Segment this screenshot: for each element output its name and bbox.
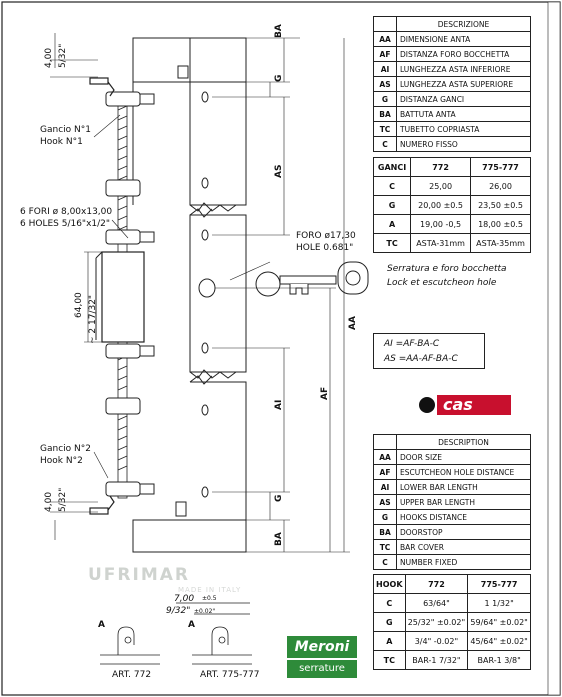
desc-it-code: TC — [374, 122, 397, 137]
dim-700: 7,00 — [174, 594, 195, 604]
dim-ba-bot: BA — [274, 532, 284, 546]
desc-en-code: TC — [374, 540, 397, 555]
desc-it-text: DIMENSIONE ANTA — [397, 32, 531, 47]
dim-700-tol: ±0.5 — [202, 595, 217, 602]
holes-label-it: 6 FORI ø 8,00x13,00 — [20, 207, 113, 217]
desc-it-code: G — [374, 92, 397, 107]
description-title-en: DESCRIPTION — [397, 435, 531, 450]
dim-64: 64,00 — [74, 292, 84, 318]
hook-cell: 45/64" ±0.02" — [468, 632, 531, 651]
desc-en-text: BAR COVER — [397, 540, 531, 555]
hook-header: 775-777 — [468, 575, 531, 594]
hook-header: 772 — [405, 575, 468, 594]
art-775-label: ART. 775-777 — [200, 670, 260, 680]
hook-cell: 3/4" -0.02" — [405, 632, 468, 651]
dim-ai: AI — [274, 399, 284, 410]
desc-it-code: C — [374, 137, 397, 152]
foro-label-en: HOLE 0.681" — [296, 243, 354, 253]
hook2-label-en: Hook N°2 — [40, 456, 83, 466]
desc-en-code: AI — [374, 480, 397, 495]
ganci-key: TC — [374, 234, 411, 253]
rail-holes — [199, 92, 215, 497]
dim-af: AF — [320, 386, 330, 400]
ganci-cell: 23,50 ±0.5 — [471, 196, 531, 215]
ganci-cell: 19,00 -0,5 — [411, 215, 471, 234]
ganci-cell: 26,00 — [471, 177, 531, 196]
desc-en-text: ESCUTCHEON HOLE DISTANCE — [397, 465, 531, 480]
desc-it-code: BA — [374, 107, 397, 122]
dim-932-tol: ±0.02" — [194, 608, 216, 615]
dim-64-inch: ~ 2 17/32" — [88, 294, 98, 344]
ganci-header: 772 — [411, 158, 471, 177]
hook-cell: 25/32" ±0.02" — [405, 613, 468, 632]
ganci-header: GANCI — [374, 158, 411, 177]
desc-it-text: DISTANZA FORO BOCCHETTA — [397, 47, 531, 62]
hook-key: A — [374, 632, 406, 651]
meroni-logo — [287, 636, 357, 682]
dim-bot-4: 4,00 — [44, 491, 54, 512]
dim-ba-top: BA — [274, 24, 284, 38]
dim-932: 9/32" — [166, 606, 191, 616]
desc-it-code: AA — [374, 32, 397, 47]
ganci-cell: ASTA-31mm — [411, 234, 471, 253]
dim-bot-532: 5/32" — [58, 487, 68, 512]
meroni-logo-name: Meroni — [287, 636, 357, 658]
watermark: UFRIMAR — [88, 565, 190, 585]
cas-logo — [417, 393, 513, 417]
desc-it-code: AI — [374, 62, 397, 77]
ganci-key: A — [374, 215, 411, 234]
desc-it-text: TUBETTO COPRIASTA — [397, 122, 531, 137]
desc-it-text: LUNGHEZZA ASTA INFERIORE — [397, 62, 531, 77]
hook2-label-it: Gancio N°2 — [40, 444, 91, 454]
hook1-label-it: Gancio N°1 — [40, 125, 91, 135]
dim-as: AS — [274, 164, 284, 178]
lock-body — [102, 252, 144, 342]
ganci-cell: ASTA-35mm — [471, 234, 531, 253]
desc-it-text: BATTUTA ANTA — [397, 107, 531, 122]
dim-a-775: A — [188, 620, 195, 630]
key — [256, 262, 368, 296]
holes-label-en: 6 HOLES 5/16"x1/2" — [20, 219, 111, 229]
desc-en-code: AA — [374, 450, 397, 465]
description-table-en — [373, 434, 531, 570]
dim-g-top: G — [274, 74, 284, 82]
desc-en-code: AF — [374, 465, 397, 480]
hook1-label-en: Hook N°1 — [40, 137, 83, 147]
hook-key: TC — [374, 651, 406, 670]
desc-en-text: UPPER BAR LENGTH — [397, 495, 531, 510]
meroni-logo-sub: serrature — [287, 660, 357, 678]
ganci-cell: 20,00 ±0.5 — [411, 196, 471, 215]
watermark-sub: MADE IN ITALY — [178, 586, 242, 594]
ganci-cell: 25,00 — [411, 177, 471, 196]
hook-key: G — [374, 613, 406, 632]
ganci-table — [373, 157, 531, 253]
hook-cell: 59/64" ±0.02" — [468, 613, 531, 632]
formula-ai: AI =AF-BA-C — [384, 339, 440, 349]
desc-en-text: NUMBER FIXED — [397, 555, 531, 570]
desc-it-code: AF — [374, 47, 397, 62]
ganci-cell: 18,00 ±0.5 — [471, 215, 531, 234]
dim-top-532: 5/32" — [58, 43, 68, 68]
hook-cell: 63/64" — [405, 594, 468, 613]
hook-header: HOOK — [374, 575, 406, 594]
desc-en-text: HOOKS DISTANCE — [397, 510, 531, 525]
hook-cell: 1 1/32" — [468, 594, 531, 613]
ganci-key: C — [374, 177, 411, 196]
foro-label-it: FORO ø17,30 — [296, 231, 356, 241]
hook-key: C — [374, 594, 406, 613]
hook-cell: BAR-1 3/8" — [468, 651, 531, 670]
lock-label-en: Lock et escutcheon hole — [387, 278, 497, 288]
desc-en-code: G — [374, 510, 397, 525]
ganci-key: G — [374, 196, 411, 215]
desc-en-text: DOOR SIZE — [397, 450, 531, 465]
desc-en-code: AS — [374, 495, 397, 510]
art-772-label: ART. 772 — [112, 670, 152, 680]
desc-it-text: DISTANZA GANCI — [397, 92, 531, 107]
ganci-header: 775-777 — [471, 158, 531, 177]
description-table-it — [373, 16, 531, 152]
formula-as: AS =AA-AF-BA-C — [384, 354, 458, 364]
formula-box — [373, 333, 485, 369]
dim-aa: AA — [348, 316, 358, 330]
description-title-it: DESCRIZIONE — [397, 17, 531, 32]
dim-g-bot: G — [274, 494, 284, 502]
cas-logo-text: cas — [443, 395, 473, 414]
dim-a-772: A — [98, 620, 105, 630]
desc-en-code: C — [374, 555, 397, 570]
desc-it-text: LUNGHEZZA ASTA SUPERIORE — [397, 77, 531, 92]
hook-table — [373, 574, 531, 670]
desc-it-text: NUMERO FISSO — [397, 137, 531, 152]
desc-en-code: BA — [374, 525, 397, 540]
door-panel — [133, 38, 246, 552]
desc-en-text: DOORSTOP — [397, 525, 531, 540]
desc-en-text: LOWER BAR LENGTH — [397, 480, 531, 495]
desc-it-code: AS — [374, 77, 397, 92]
hook-cell: BAR-1 7/32" — [405, 651, 468, 670]
dim-top-4: 4,00 — [44, 47, 54, 68]
lock-label-it: Serratura e foro bocchetta — [387, 264, 507, 274]
